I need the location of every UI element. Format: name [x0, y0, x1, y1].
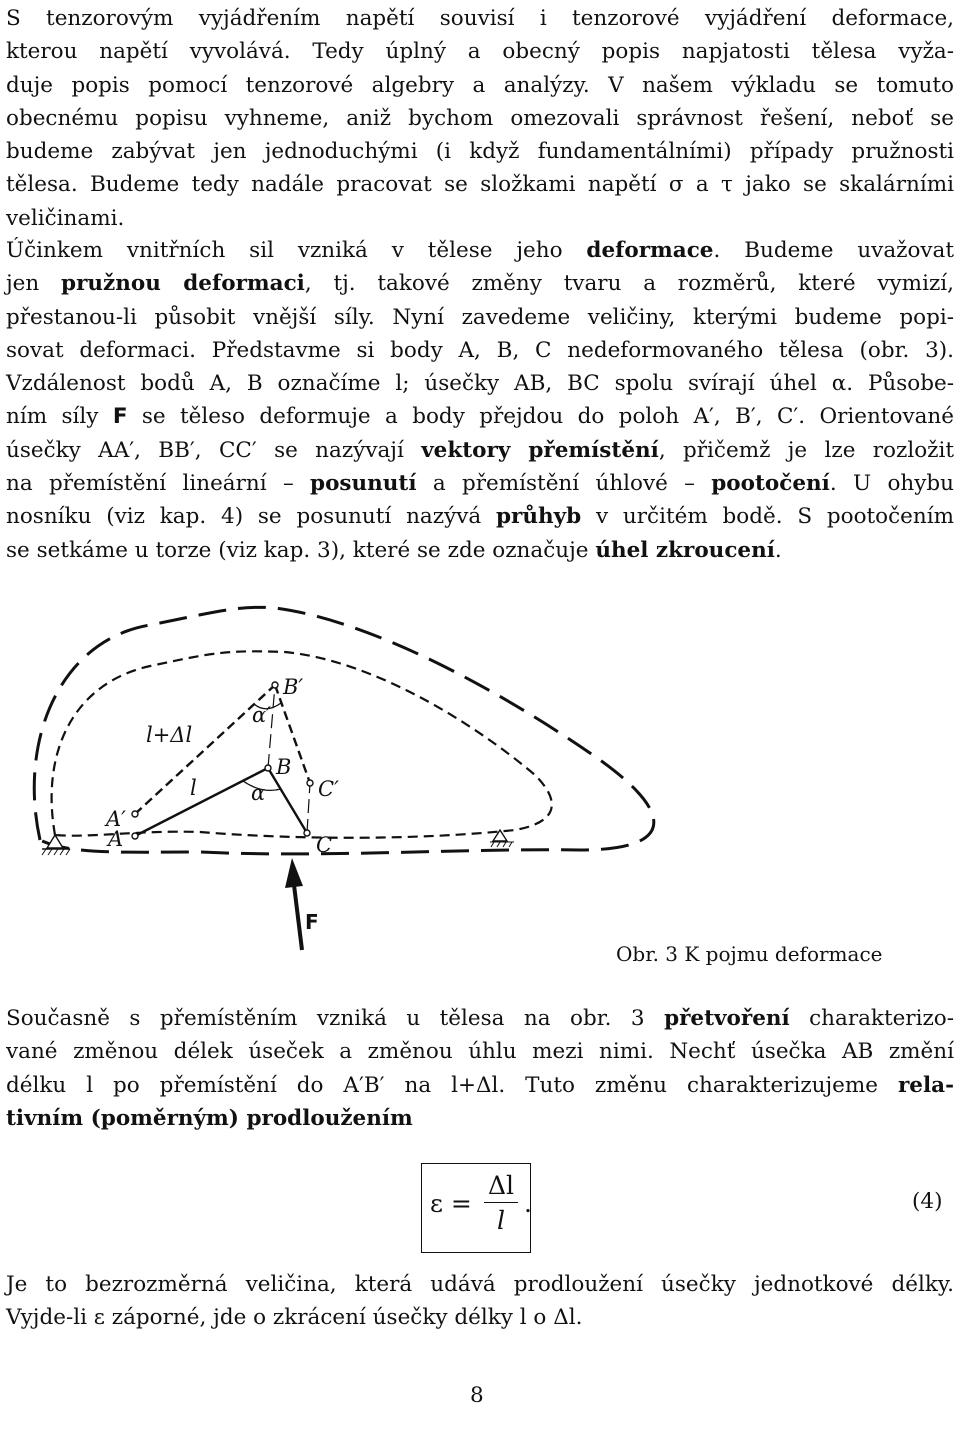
- text-line: úsečky AA′, BB′, CC′ se nazývají vektory přemístění, přičemž je lze rozložit: [6, 437, 954, 463]
- deformed-body-outline: [34, 607, 654, 854]
- point-b: [265, 765, 271, 771]
- text-line: budeme zabývat jen jednoduchými (i když fundamentálními) případy pružnosti: [6, 139, 954, 165]
- label-alpha: α: [251, 781, 266, 805]
- term-pretvoreni: přetvoření: [664, 1006, 790, 1031]
- point-c: [304, 830, 310, 836]
- formula-period: .: [524, 1189, 532, 1218]
- symbol-force-f: F: [112, 404, 128, 430]
- paragraph-strain: [6, 1002, 954, 1135]
- label-b: B: [276, 755, 292, 779]
- text-line: přestanou-li působit vnější síly. Nyní zavedeme veličiny, kterými budeme popi-: [6, 304, 954, 330]
- figure-caption: Obr. 3 K pojmu deformace: [616, 942, 883, 966]
- text-line: ním síly F se těleso deformuje a body přejdou do poloh A′, B′, C′. Orientované: [6, 404, 954, 430]
- term-pruzna-deformace: pružnou deformaci: [61, 271, 305, 297]
- text-line: nosníku (viz kap. 4) se posunutí nazývá průhyb v určitém bodě. S pootočením: [6, 504, 955, 530]
- text-line: duje popis pomocí tenzorové algebry a analýzy. V našem výkladu se tomuto: [6, 72, 954, 98]
- text-line: kterou napětí vyvolává. Tedy úplný a obecný popis napjatosti tělesa vyža-: [6, 39, 954, 65]
- label-l: l: [190, 776, 197, 800]
- term-pruhyb: průhyb: [496, 504, 582, 530]
- label-b-prime: B′: [283, 675, 304, 699]
- text-line: Vyjde-li ε záporné, jde o zkrácení úsečky délky l o Δl.: [6, 1305, 583, 1331]
- text-line: Současně s přemístěním vzniká u tělesa na obr. 3 přetvoření charakterizo-: [6, 1006, 954, 1031]
- page-number: 8: [470, 1383, 484, 1408]
- label-a-prime: A′: [106, 807, 126, 831]
- text-line: Je to bezrozměrná veličina, která udává prodloužení úsečky jednotkové délky.: [6, 1272, 954, 1297]
- text-line: Vzdálenost bodů A, B označíme l; úsečky AB, BC spolu svírají úhel α. Působe-: [6, 371, 954, 397]
- pinned-support: [42, 835, 70, 855]
- formula-lhs: ε =: [430, 1189, 472, 1218]
- text-line: se setkáme u torze (viz kap. 3), které se zde označuje úhel zkroucení.: [6, 537, 782, 563]
- text-line: S tenzorovým vyjádřením napětí souvisí i tenzorové vyjádření deformace,: [6, 6, 954, 31]
- term-vektory-premisteni: vektory přemístění: [421, 437, 659, 463]
- text-line: Účinkem vnitřních sil vzniká v tělese jeho deformace. Budeme uvažovat: [6, 238, 955, 263]
- label-c-prime: C′: [318, 777, 339, 801]
- text-line: na přemístění lineární – posunutí a přemístění úhlové – pootočení. U ohybu: [6, 471, 954, 497]
- term-pootoceni: pootočení: [711, 471, 830, 497]
- equation-number: (4): [912, 1189, 943, 1214]
- label-alpha-prime: α′: [252, 703, 271, 727]
- label-a: A: [108, 827, 124, 851]
- formula-numerator: Δl: [484, 1170, 518, 1203]
- figure-deformation: [0, 590, 960, 980]
- point-b-prime: [272, 682, 278, 688]
- term-posunuti: posunutí: [310, 471, 417, 497]
- label-force: F: [305, 910, 319, 934]
- point-c-prime: [307, 780, 313, 786]
- text-line: tělesa. Budeme tedy nadále pracovat se složkami napětí σ a τ jako se skalárními: [6, 172, 954, 198]
- deformation-diagram: [0, 590, 960, 980]
- label-c: C: [316, 833, 333, 857]
- force-arrow-head: [285, 858, 303, 888]
- formula-fraction: [484, 1170, 518, 1239]
- text-line: jen pružnou deformaci, tj. takové změny tvaru a rozměrů, které vymizí,: [6, 271, 954, 297]
- paragraph-deformation: [6, 234, 954, 567]
- text-line: délku l po přemístění do A′B′ na l+Δl. Tuto změnu charakterizujeme rela-: [6, 1072, 954, 1098]
- paragraph-conclusion: [6, 1268, 954, 1335]
- text-line: [6, 1102, 954, 1135]
- text-line: vané změnou délek úseček a změnou úhlu mezi nimi. Nechť úsečka AB změní: [6, 1039, 954, 1065]
- term-relativni-prodlouzeni-start: rela-: [897, 1072, 954, 1098]
- displacement-cc-prime: [307, 783, 310, 833]
- point-a-prime: [132, 811, 138, 817]
- segment-ab: [135, 768, 268, 836]
- paragraph-intro: [6, 2, 954, 235]
- label-l-plus-dl: l+Δl: [146, 723, 193, 747]
- term-relativni-prodlouzeni: tivním (poměrným) prodloužením: [6, 1105, 413, 1131]
- text-line: sovat deformaci. Představme si body A, B, C nedeformovaného tělesa (obr. 3).: [6, 337, 954, 363]
- point-a: [132, 833, 138, 839]
- force-arrow-shaft: [294, 885, 302, 950]
- formula-denominator: l: [497, 1206, 505, 1235]
- term-uhel-zkrouceni: úhel zkroucení: [595, 537, 775, 563]
- term-deformace: deformace: [586, 238, 714, 263]
- text-line: obecnému popisu vyhneme, aniž bychom omezovali správnost řešení, neboť se: [6, 105, 954, 131]
- text-line: veličinami.: [6, 205, 125, 231]
